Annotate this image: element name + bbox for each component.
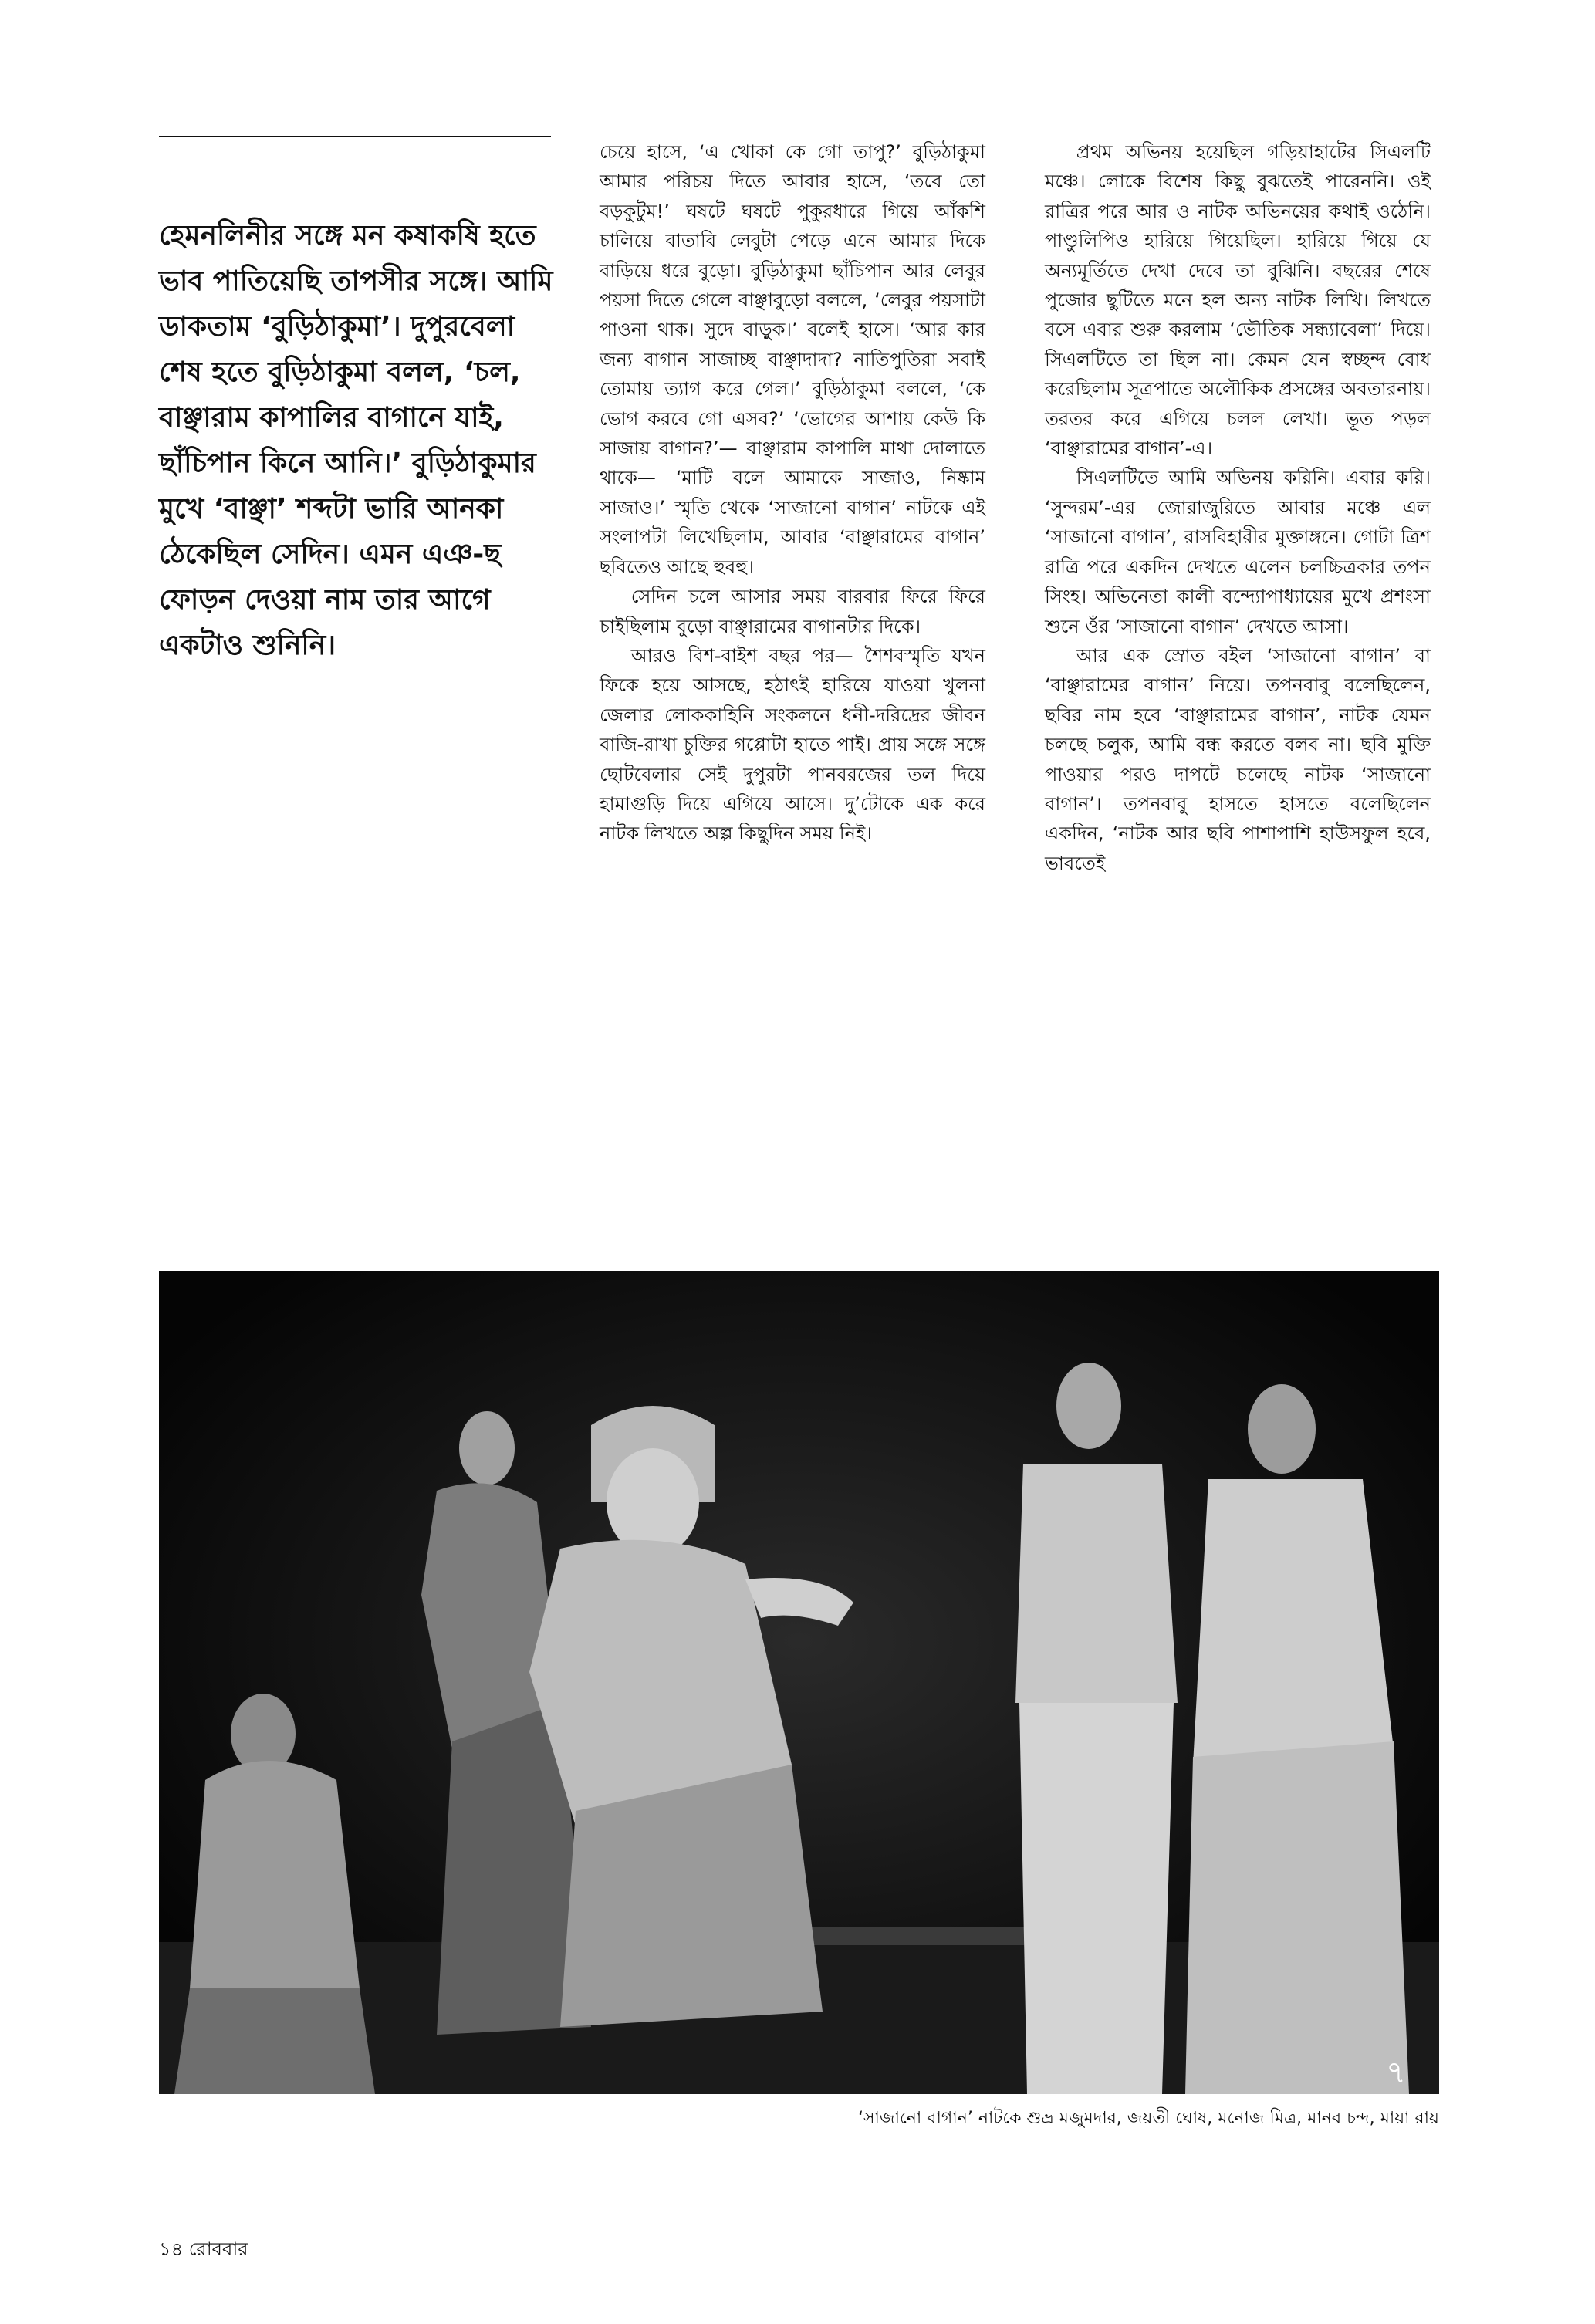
stage-photo-illustration [159, 1271, 1439, 2094]
photo-mark: ৭ [1386, 2055, 1407, 2090]
actor-standing-man [1015, 1363, 1178, 2094]
top-rule [159, 136, 551, 137]
article-column-middle [600, 137, 985, 849]
paragraph: প্রথম অভিনয় হয়েছিল গড়িয়াহাটের সিএলটি মঞ্চে। লোকে বিশেষ কিছু বুঝতেই পারেননি। ওই রাত্রির পরে আর ও নাটক অভিনয়ের কথাই ওঠেনি। পাণ্ডুলিপিও হারিয়ে গিয়েছিল। হারিয়ে গিয়ে যে অন্যমূর্তিতে দেখা দেবে তা বুঝিনি। বছরের শেষে পুজোর ছুটিতে মনে হল অন্য নাটক লিখি। লিখতে বসে এবার শুরু করলাম ‘ভৌতিক সন্ধ্যাবেলা’ দিয়ে। সিএলটিতে তা ছিল না। কেমন যেন স্বচ্ছন্দ বোধ করেছিলাম সূত্রপাতে অলৌকিক প্রসঙ্গের অবতারনায়। তরতর করে এগিয়ে চলল লেখা। ভূত পড়ল ‘বাঞ্ছারামের বাগান’-এ। [1045, 141, 1431, 460]
paragraph: চেয়ে হাসে, ‘এ খোকা কে গো তাপু?’ বুড়িঠাকুমা আমার পরিচয় দিতে আবার হাসে, ‘তবে তো বড়কুটুম!’ ঘষটে ঘষটে পুকুরধারে গিয়ে আঁকশি চালিয়ে বাতাবি লেবুটা পেড়ে এনে আমার দিকে বাড়িয়ে ধরে বুড়ো। বুড়িঠাকুমা ছাঁচিপান আর লেবুর পয়সা দিতে গেলে বাঞ্ছাবুড়ো বললে, ‘লেবুর পয়সাটা পাওনা থাক। সুদে বাড়ুক।’ বলেই হাসে। ‘আর কার জন্য বাগান সাজাচ্ছ বাঞ্ছাদাদা? নাতিপুতিরা সবাই তোমায় ত্যাগ করে গেল।’ বুড়িঠাকুমা বললে, ‘কে ভোগ করবে গো এসব?’ ‘ভোগের আশায় কেউ কি সাজায় বাগান?’— বাঞ্ছারাম কাপালি মাথা দোলাতে থাকে— ‘মাটি বলে আমাকে সাজাও, নিষ্কাম সাজাও।’ স্মৃতি থেকে ‘সাজানো বাগান’ নাটকে এই সংলাপটা লিখেছিলাম, আবার ‘বাঞ্ছারামের বাগান’ ছবিতেও আছে হুবহু। [600, 141, 985, 578]
paragraph: আরও বিশ-বাইশ বছর পর— শৈশবস্মৃতি যখন ফিকে হয়ে আসছে, হঠাৎই হারিয়ে যাওয়া খুলনা জেলার লোককাহিনি সংকলনে ধনী-দরিদ্রের জীবন বাজি-রাখা চুক্তির গপ্পোটা হাতে পাই। প্রায় সঙ্গে সঙ্গে ছোটবেলার সেই দুপুরটা পানবরজের তল দিয়ে হামাগুড়ি দিয়ে এগিয়ে আসে। দু’টোকে এক করে নাটক লিখতে অল্প কিছুদিন সময় নিই। [600, 644, 985, 845]
paragraph: সেদিন চলে আসার সময় বারবার ফিরে ফিরে চাইছিলাম বুড়ো বাঞ্ছারামের বাগানটার দিকে। [600, 586, 985, 637]
photo-caption: ‘সাজানো বাগান’ নাটকে শুভ্র মজুমদার, জয়তী ঘোষ, মনোজ মিত্র, মানব চন্দ, মায়া রায় [857, 2109, 1439, 2128]
pull-quote-text: হেমনলিনীর সঙ্গে মন কষাকষি হতে ভাব পাতিয়েছি তাপসীর সঙ্গে। আমি ডাকতাম ‘বুড়িঠাকুমা’। দুপুরবেলা শেষ হতে বুড়িঠাকুমা বলল, ‘চল, বাঞ্ছারাম কাপালির বাগানে যাই, ছাঁচিপান কিনে আনি।’ বুড়িঠাকুমার মুখে ‘বাঞ্ছা’ শব্দটা ভারি আনকা ঠেকেছিল সেদিন। এমন এঞ-ছ ফোড়ন দেওয়া নাম তার আগে একটাও শুনিনি। [159, 220, 553, 661]
pull-quote [159, 213, 560, 668]
paragraph: সিএলটিতে আমি অভিনয় করিনি। এবার করি। ‘সুন্দরম’-এর জোরাজুরিতে আবার মঞ্চে এল ‘সাজানো বাগান’, রাসবিহারীর মুক্তাঙ্গনে। গোটা ত্রিশ রাত্রি পরে একদিন দেখতে এলেন চলচ্চিত্রকার তপন সিংহ। অভিনেতা কালী বন্দ্যোপাধ্যায়ের মুখে প্রশংসা শুনে ওঁর ‘সাজানো বাগান’ দেখতে আসা। [1045, 467, 1431, 637]
stage-photo [159, 1271, 1439, 2094]
page-folio: ১৪ রোববার [159, 2238, 248, 2260]
article-column-right [1045, 137, 1431, 878]
paragraph: আর এক স্রোত বইল ‘সাজানো বাগান’ বা ‘বাঞ্ছারামের বাগান’ নিয়ে। তপনবাবু বলেছিলেন, ছবির নাম হবে ‘বাঞ্ছারামের বাগান’, নাটক যেমন চলছে চলুক, আমি বন্ধ করতে বলব না। ছবি মুক্তি পাওয়ার পরও দাপটে চলেছে নাটক ‘সাজানো বাগান’। তপনবাবু হাসতে হাসতে বলেছিলেন একদিন, ‘নাটক আর ছবি পাশাপাশি হাউসফুল হবে, ভাবতেই [1045, 644, 1431, 874]
